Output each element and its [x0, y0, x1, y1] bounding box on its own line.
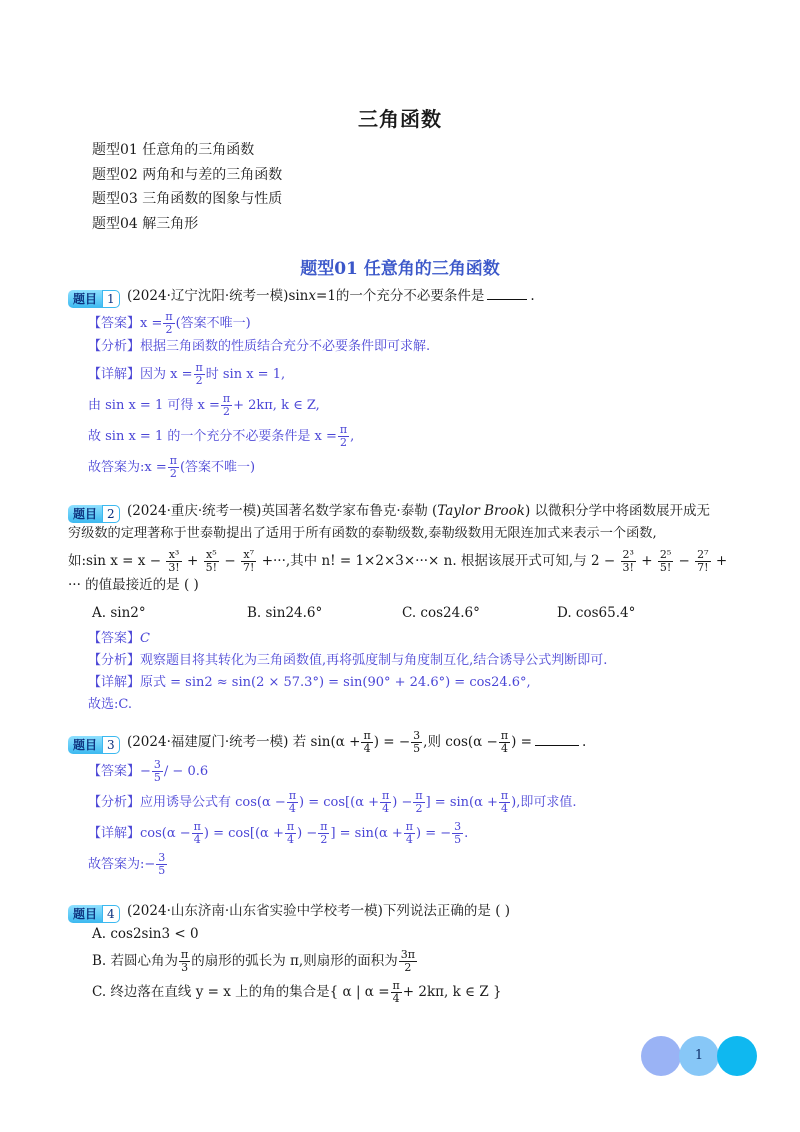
fraction: $\frac{\text{2⁵}}{5!}$	[659, 548, 672, 574]
toc-item[interactable]: 题型03 三角函数的图象与性质	[92, 191, 283, 207]
answer-label: 【答案】	[88, 764, 141, 779]
fraction: $\frac{\pi}{4}$	[288, 789, 297, 815]
fraction: $\frac{\pi}{4}$	[500, 729, 509, 755]
fraction: $\frac{\pi}{2}$	[339, 423, 348, 449]
detail-label: 【详解】	[88, 826, 141, 841]
answer-blank	[487, 299, 527, 300]
option-b[interactable]: B. sin24.6°	[247, 605, 323, 621]
answer-blank	[535, 745, 579, 746]
question-source: (2024·山东济南·山东省实验中学校考一模)	[126, 903, 383, 919]
fraction: $\frac{\pi}{2}$	[165, 310, 173, 336]
option-c[interactable]: C. 终边落在直线 y = x 上的角的集合是{ α | α = $\frac{\pi}{4}$ + 2kπ, k ∈ Z }	[92, 979, 502, 1005]
question-tag: 题目 3	[68, 736, 120, 754]
fraction: $\frac{\pi}{2}$	[415, 789, 423, 815]
analysis-label: 【分析】	[88, 795, 141, 810]
fraction: $\frac{\pi}{4}$	[363, 729, 371, 755]
fraction: $\frac{3}{5}$	[153, 758, 161, 784]
fraction: $\frac{\text{2⁷}}{7!}$	[697, 548, 709, 574]
toc-item[interactable]: 题型01 任意角的三角函数	[92, 142, 255, 158]
question-1: 题目 1 (2024·辽宁沈阳·统考一模)sinx=1的一个充分不必要条件是 . 【答案】x = $\frac{\pi}{2}$ (答案不唯一) 【分析】根据三角函数的性质结合充分不必要条件即可求解. 【详解】因为 x = $\frac{\pi}{2}$ 时 sin x = 1, 由 sin x = 1 可得 x = $\frac{\pi}{2}$ + 2kπ, k ∈ Z, 故 sin x = 1 的一个充分不必要条件是 x = $\frac{\pi}{2}$ , 故答案为:x = $\frac{\pi}{2}$ (答案不唯一)	[68, 285, 758, 480]
question-text: 穷级数的定理著称于世泰勒提出了适用于所有函数的泰勒级数,泰勒级数用无限连加式来表示一个函数,	[68, 526, 657, 541]
option-a[interactable]: A. sin2°	[92, 605, 146, 621]
option-c[interactable]: C. cos24.6°	[402, 605, 480, 621]
fraction: $\frac{\text{x³}}{3!}$	[168, 548, 180, 574]
question-2: 题目 2 (2024·重庆·统考一模)英国著名数学家布鲁克·泰勒 (Taylor Brook) 以微积分学中将函数展开成无 穷级数的定理著称于世泰勒提出了适用于所有函数的泰勒级数,泰勒级数用无限连加式来表示一个函数, 如:sin x = x − $\frac{\text{x³}}{3!}$ + $\frac{\text{x⁵}}{5!}$ − $\frac{\text{x⁷}}{7!}$ +···,其中 n! = 1×2×3×···× n. 根据该展开式可知,与 2 − $\frac{\text{2³}}{3!}$ + $\frac{\text{2⁵}}{5!}$ − $\frac{\text{2⁷}}{7!}$ + ··· 的值最接近的是 ( ) A. sin2° B. sin24.6° C. cos24.6° D. cos65.4° 【答案】C 【分析】观察题目将其转化为三角函数值,再将弧度制与角度制互化,结合诱导公式判断即可. 【详解】原式 = sin2 ≈ sin(2 × 57.3°) = sin(90° + 24.6°) = cos24.6°, 故选:C.	[68, 500, 758, 716]
question-4: 题目 4 (2024·山东济南·山东省实验中学校考一模)下列说法正确的是 ( ) A. cos2sin3 < 0 B. 若圆心角为 $\frac{\pi}{3}$ 的扇形的弧长为 π,则扇形的面积为 $\frac{3\pi}{2}$ C. 终边落在直线 y = x 上的角的集合是{ α | α = $\frac{\pi}{4}$ + 2kπ, k ∈ Z }	[68, 900, 758, 1005]
analysis-label: 【分析】	[88, 653, 141, 668]
question-3: 题目 3 (2024·福建厦门·统考一模) 若 sin(α + $\frac{\pi}{4}$ ) = − $\frac{3}{5}$ ,则 cos(α − $\frac{\pi}{4}$ ) = . 【答案】− $\frac{3}{5}$ / − 0.6 【分析】应用诱导公式有 cos(α − $\frac{\pi}{4}$ ) = cos[(α + $\frac{\pi}{4}$ ) − $\frac{\pi}{2}$ ] = sin(α + $\frac{\pi}{4}$ ),即可求值. 【详解】cos(α − $\frac{\pi}{4}$ ) = cos[(α + $\frac{\pi}{4}$ ) − $\frac{\pi}{2}$ ] = sin(α + $\frac{\pi}{4}$ ) = − $\frac{3}{5}$ . 故答案为:− $\frac{3}{5}$	[68, 730, 758, 877]
option-b[interactable]: B. 若圆心角为 $\frac{\pi}{3}$ 的扇形的弧长为 π,则扇形的面积为 $\frac{3\pi}{2}$	[92, 948, 415, 974]
fraction: $\frac{\text{x⁵}}{5!}$	[205, 548, 218, 574]
fraction: $\frac{\pi}{2}$	[195, 361, 203, 387]
fraction: $\frac{3}{5}$	[158, 851, 166, 877]
page-badge-circle	[717, 1036, 757, 1076]
page-number: 1	[694, 1048, 704, 1063]
answer-label: 【答案】	[88, 631, 141, 646]
detail-label: 【详解】	[88, 367, 141, 382]
question-tag: 题目 2	[68, 505, 120, 523]
table-of-contents	[92, 138, 282, 236]
analysis-label: 【分析】	[88, 339, 141, 354]
question-tag: 题目 4	[68, 905, 120, 923]
fraction: $\frac{\pi}{4}$	[193, 820, 201, 846]
fraction: $\frac{\pi}{4}$	[392, 979, 400, 1005]
fraction: $\frac{\pi}{2}$	[222, 392, 231, 418]
detail-label: 【详解】	[88, 675, 141, 690]
answer-label: 【答案】	[88, 316, 141, 331]
question-tag: 题目 1	[68, 290, 120, 308]
fraction: $\frac{\pi}{2}$	[169, 454, 177, 480]
question-source: (2024·辽宁沈阳·统考一模)	[126, 288, 289, 304]
fraction: $\frac{\pi}{2}$	[320, 820, 328, 846]
toc-item[interactable]: 题型04 解三角形	[92, 215, 199, 232]
toc-item[interactable]: 题型02 两角和与差的三角函数	[92, 166, 283, 183]
fraction: $\frac{\pi}{4}$	[382, 789, 390, 815]
question-source: (2024·福建厦门·统考一模)	[126, 734, 289, 750]
page-badge-circle	[641, 1036, 681, 1076]
fraction: $\frac{3\pi}{2}$	[400, 948, 415, 974]
fraction: $\frac{\pi}{3}$	[181, 948, 189, 974]
fraction: $\frac{\pi}{4}$	[286, 820, 295, 846]
page-number-badge	[641, 1036, 757, 1076]
fraction: $\frac{\pi}{4}$	[405, 820, 413, 846]
option-d[interactable]: D. cos65.4°	[557, 605, 636, 621]
document-title: 三角函数	[358, 107, 442, 131]
option-a[interactable]: A. cos2sin3 < 0	[92, 926, 199, 942]
fraction: $\frac{3}{5}$	[413, 729, 421, 755]
fraction: $\frac{\text{x⁷}}{7!}$	[242, 548, 255, 574]
fraction: $\frac{3}{5}$	[454, 820, 462, 846]
section-heading: 题型01 任意角的三角函数	[300, 259, 500, 279]
question-source: (2024·重庆·统考一模)	[126, 503, 262, 519]
fraction: $\frac{\pi}{4}$	[500, 789, 509, 815]
fraction: $\frac{\text{2³}}{3!}$	[622, 548, 634, 574]
